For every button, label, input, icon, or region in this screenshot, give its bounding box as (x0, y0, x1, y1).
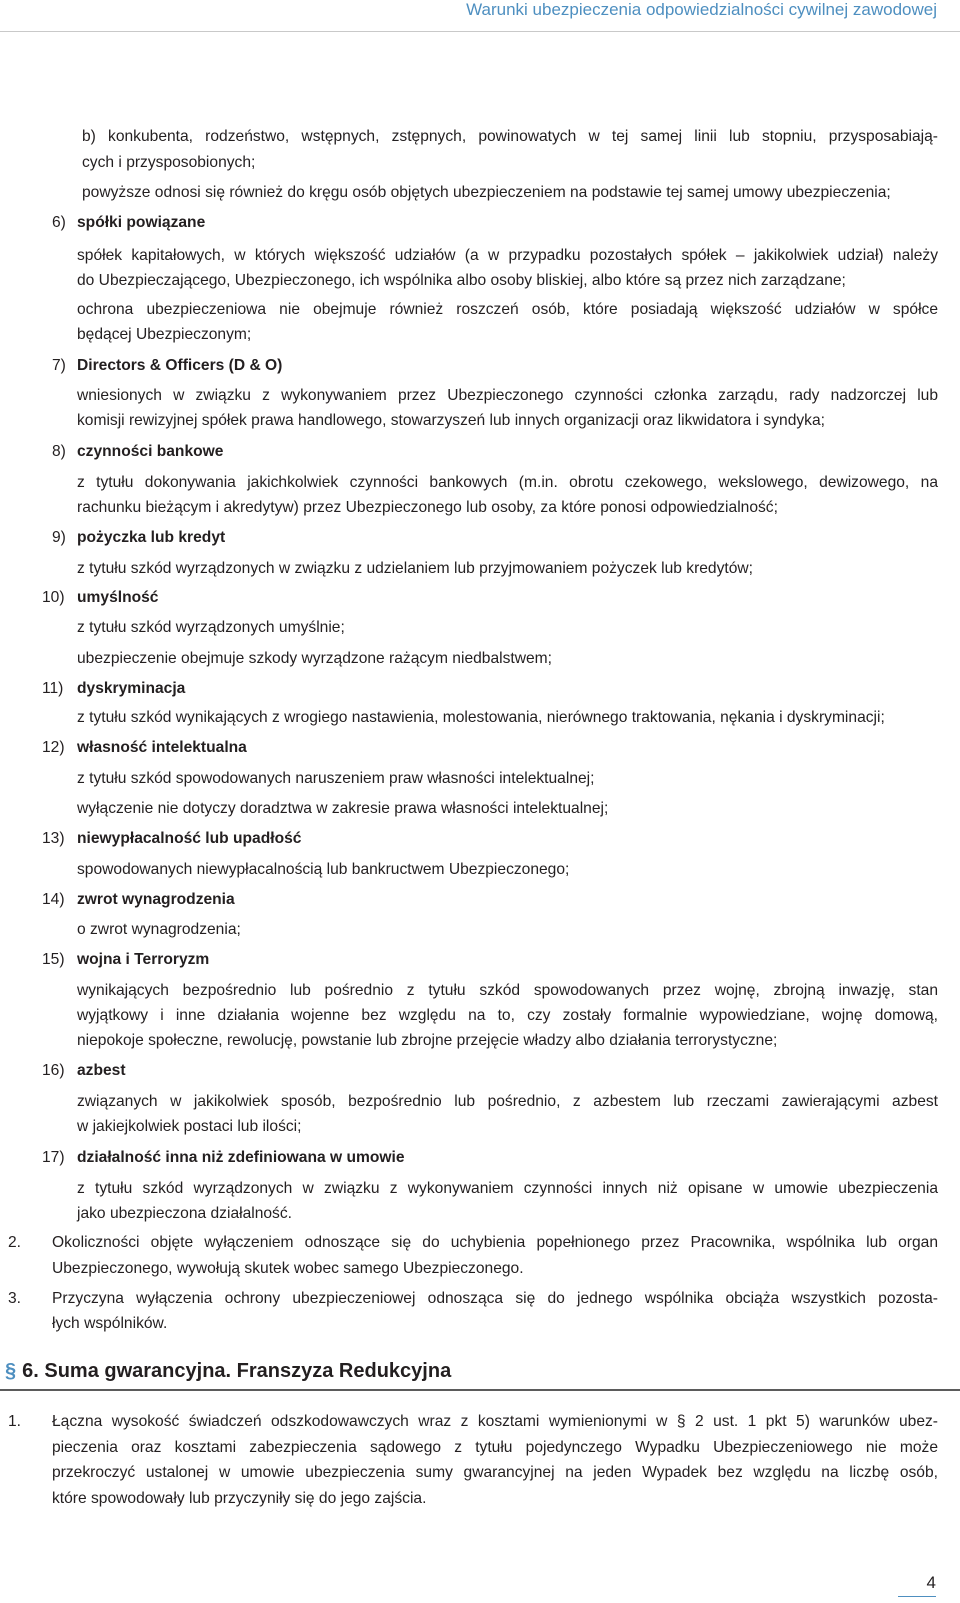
item-8-heading: czynności bankowe (77, 443, 224, 460)
item-7-line-1: wniesionych w związku z wykonywaniem przez Ubezpieczonego czynności członka zarządu, rady nadzorczej lub (77, 387, 938, 404)
item-6-line-1: spółek kapitałowych, w których większość udziałów (a w przypadku pozostałych spółek – jakikolwiek udział) należy (77, 247, 938, 264)
item-6-note-2: będącej Ubezpieczonym; (77, 326, 252, 343)
item-6-heading: spółki powiązane (77, 214, 206, 231)
paragraph-symbol-icon: § (5, 1360, 17, 1382)
item-16-heading: azbest (77, 1062, 126, 1079)
item-7-number: 7) (52, 357, 66, 374)
item-13-line-1: spowodowanych niewypłacalnością lub bankructwem Ubezpieczonego; (77, 861, 570, 878)
point-3-number: 3. (8, 1290, 22, 1307)
item-b-note: powyższe odnosi się również do kręgu osób objętych ubezpieczeniem na podstawie tej samej umowy ubezpieczenia; (82, 184, 891, 201)
item-10-heading: umyślność (77, 589, 159, 606)
item-7-line-2: komisji rewizyjnej spółek prawa handlowego, stowarzyszeń lub innych organizacji oraz likwidatora i syndyka; (77, 412, 825, 429)
item-17-heading: działalność inna niż zdefiniowana w umowie (77, 1149, 405, 1166)
section-point-1-line-4: które spowodowały lub przyczyniły się do jego zajścia. (52, 1490, 427, 1507)
item-11-number: 11) (42, 680, 64, 697)
item-13-heading: niewypłacalność lub upadłość (77, 830, 302, 847)
item-10-line-1: z tytułu szkód wyrządzonych umyślnie; (77, 619, 345, 636)
section-heading (5, 1360, 451, 1383)
page-number-rule (898, 1596, 936, 1597)
item-12-number: 12) (42, 739, 65, 756)
item-12-line-1: z tytułu szkód spowodowanych naruszeniem praw własności intelektualnej; (77, 770, 595, 787)
item-10-number: 10) (42, 589, 65, 606)
item-8-number: 8) (52, 443, 66, 460)
item-11-heading: dyskryminacja (77, 680, 186, 697)
point-2-line-2: Ubezpieczonego, wywołują skutek wobec samego Ubezpieczonego. (52, 1260, 524, 1277)
item-14-heading: zwrot wynagrodzenia (77, 891, 235, 908)
item-8-line-2: rachunku bieżącym i akredytyw) przez Ubezpieczonego lub osoby, za które ponosi odpowiedzialność; (77, 499, 778, 516)
item-6-number: 6) (52, 214, 66, 231)
item-15-line-3: niepokoje społeczne, rewolucję, powstanie lub zbrojne przejęcie władzy albo działania terrorystyczne; (77, 1032, 778, 1049)
item-13-number: 13) (42, 830, 65, 847)
item-6-line-2: do Ubezpieczającego, Ubezpieczonego, ich wspólnika albo osoby bliskiej, albo które są przez nich zarządzane; (77, 272, 846, 289)
item-11-line-1: z tytułu szkód wynikających z wrogiego nastawienia, molestowania, nierównego traktowania, nękania i dyskryminacji; (77, 709, 885, 726)
section-point-1-line-1: Łączna wysokość świadczeń odszkodowawczych wraz z kosztami wymienionymi w § 2 ust. 1 pkt 5) warunków ubez- (52, 1413, 938, 1430)
item-9-heading: pożyczka lub kredyt (77, 529, 226, 546)
item-16-line-2: w jakiejkolwiek postaci lub ilości; (77, 1118, 302, 1135)
header-divider (0, 31, 960, 32)
item-15-line-1: wynikających bezpośrednio lub pośrednio z tytułu szkód spowodowanych przez wojnę, zbrojną inwazję, stan (77, 982, 938, 999)
item-12-heading: własność intelektualna (77, 739, 247, 756)
item-6-note-1: ochrona ubezpieczeniowa nie obejmuje również roszczeń osób, które posiadają większość udziałów w spółce (77, 301, 938, 318)
item-b-line-2: cych i przysposobionych; (82, 154, 256, 171)
item-16-number: 16) (42, 1062, 65, 1079)
item-8-line-1: z tytułu dokonywania jakichkolwiek czynności bankowych (m.in. obrotu czekowego, wekslowego, dewizowego, na (77, 474, 938, 491)
item-b-line-1: b) konkubenta, rodzeństwo, wstępnych, zstępnych, powinowatych w tej samej linii lub stopniu, przysposabiają- (82, 128, 938, 145)
item-14-line-1: o zwrot wynagrodzenia; (77, 921, 241, 938)
point-2-line-1: Okoliczności objęte wyłączeniem odnoszące się do uchybienia popełnionego przez Pracownika, wspólnika lub organ (52, 1234, 938, 1251)
item-9-number: 9) (52, 529, 66, 546)
item-9-line-1: z tytułu szkód wyrządzonych w związku z udzielaniem lub przyjmowaniem pożyczek lub kredytów; (77, 560, 753, 577)
section-divider (0, 1389, 960, 1391)
item-17-number: 17) (42, 1149, 65, 1166)
running-header: Warunki ubezpieczenia odpowiedzialności cywilnej zawodowej (466, 0, 937, 19)
item-7-heading: Directors & Officers (D & O) (77, 357, 283, 374)
section-point-1-line-3: przekroczyć ustalonej w umowie ubezpieczenia sumy gwarancyjnej na jeden Wypadek bez względu na liczbę osób, (52, 1464, 938, 1481)
item-17-line-1: z tytułu szkód wyrządzonych w związku z wykonywaniem czynności innych niż opisane w umowie ubezpieczenia (77, 1180, 938, 1197)
section-point-1-line-2: pieczenia oraz kosztami zabezpieczenia sądowego z tytułu pojedynczego Wypadku Ubezpieczeniowego nie może (52, 1439, 938, 1456)
point-3-line-2: łych wspólników. (52, 1315, 168, 1332)
section-point-1-number: 1. (8, 1413, 22, 1430)
section-title: 6. Suma gwarancyjna. Franszyza Redukcyjna (22, 1360, 452, 1382)
item-12-note: wyłączenie nie dotyczy doradztwa w zakresie prawa własności intelektualnej; (77, 800, 609, 817)
item-17-line-2: jako ubezpieczona działalność. (77, 1205, 292, 1222)
item-15-number: 15) (42, 951, 65, 968)
point-3-line-1: Przyczyna wyłączenia ochrony ubezpieczeniowej odnosząca się do jednego wspólnika obciąża wszystkich pozosta- (52, 1290, 938, 1307)
item-15-line-2: wyjątkowy i inne działania wojenne bez względu na to, czy zostały formalnie wypowiedziane, wojnę domową, (77, 1007, 938, 1024)
item-15-heading: wojna i Terroryzm (77, 951, 210, 968)
item-16-line-1: związanych w jakikolwiek sposób, bezpośrednio lub pośrednio, z azbestem lub rzeczami zawierającymi azbest (77, 1093, 938, 1110)
item-14-number: 14) (42, 891, 65, 908)
point-2-number: 2. (8, 1234, 22, 1251)
page-number: 4 (926, 1573, 936, 1592)
item-10-note: ubezpieczenie obejmuje szkody wyrządzone rażącym niedbalstwem; (77, 650, 552, 667)
